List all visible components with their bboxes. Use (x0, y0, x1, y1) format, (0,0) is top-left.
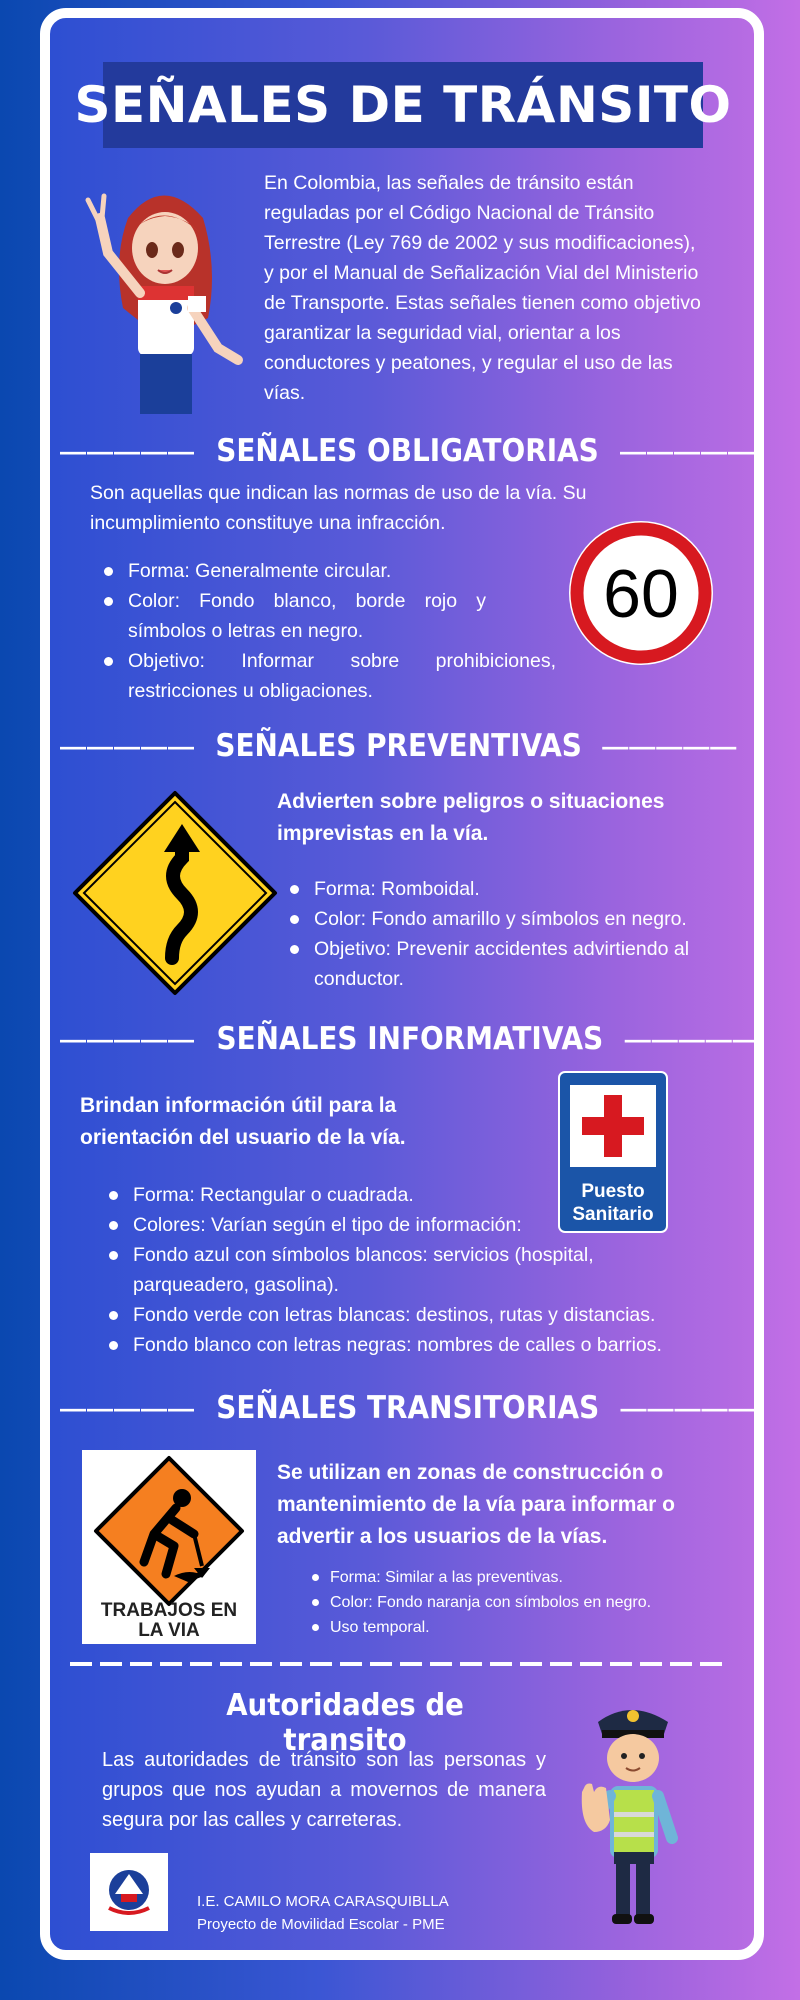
preventivas-description: Advierten sobre peligros o situaciones imprevistas en la vía. (277, 790, 665, 845)
list-item: Uso temporal. (308, 1615, 708, 1640)
transitorias-description: Se utilizan en zonas de construcción o mantenimiento de la vía para informar o advertir a los usuarios de la vías. (277, 1461, 675, 1548)
intro-paragraph: En Colombia, las señales de tránsito están reguladas por el Código Nacional de Tránsito Terrestre (Ley 769 de 2002 y sus modificaciones), y por el Manual de Señalización Vial del Ministerio de Transporte. Estas señales tienen como objetivo garantizar la seguridad vial, orientar a los conductores y peatones, y regular el uso de las vías. (264, 172, 701, 404)
heading-dash-right: ————— (602, 730, 738, 761)
list-item: Fondo verde con letras blancas: destinos, rutas y distancias. (105, 1300, 715, 1330)
title-banner (74, 62, 732, 148)
school-emblem-icon (101, 1864, 157, 1920)
heading-dash-left: ————— (60, 435, 195, 466)
road-work-sign-icon (82, 1450, 256, 1644)
road-work-sign-line1: TRABAJOS EN (100, 1600, 238, 1621)
heading-text: SEÑALES OBLIGATORIAS (216, 433, 599, 469)
first-aid-sign-line1: Puesto (581, 1181, 645, 1202)
speed-limit-sign-icon (567, 519, 715, 667)
section-heading-preventivas (60, 726, 738, 766)
list-item: Color: Fondo blanco, borde rojo y símbolos o letras en negro. (100, 586, 556, 646)
heading-dash-left: ————— (60, 730, 195, 761)
heading-text: SEÑALES INFORMATIVAS (216, 1021, 604, 1057)
heading-dash-left: ————— (60, 1392, 195, 1423)
autoridades-text: Las autoridades de tránsito son las personas y grupos que nos ayudan a movernos de manera segura por las calles y carreteras. (102, 1749, 546, 1831)
footer (197, 1890, 449, 1936)
section-heading-informativas (60, 1019, 760, 1059)
footer-school: I.E. CAMILO MORA CARASQUIBLLA (197, 1893, 449, 1910)
list-item: Forma: Rectangular o cuadrada. (105, 1180, 715, 1210)
heading-text: SEÑALES PREVENTIVAS (215, 728, 582, 764)
transitorias-list (308, 1565, 708, 1640)
traffic-officer-illustration (576, 1692, 686, 1932)
list-item: Objetivo: Prevenir accidentes advirtiendo al conductor. (286, 934, 710, 994)
section-divider (70, 1662, 730, 1666)
obligatorias-list (100, 556, 556, 706)
footer-project: Proyecto de Movilidad Escolar - PME (197, 1916, 445, 1933)
obligatorias-description: Son aquellas que indican las normas de uso de la vía. Su incumplimiento constituye una infracción. (90, 482, 587, 534)
section-heading-obligatorias (60, 431, 756, 471)
road-work-sign-line2: LA VIA (138, 1620, 200, 1641)
preventivas-list (286, 874, 710, 994)
list-item: Forma: Similar a las preventivas. (308, 1565, 708, 1590)
section-heading-transitorias (60, 1388, 756, 1428)
list-item: Forma: Generalmente circular. (100, 556, 556, 586)
winding-road-sign-icon (72, 790, 278, 996)
list-item: Color: Fondo naranja con símbolos en negro. (308, 1590, 708, 1615)
list-item: Color: Fondo amarillo y símbolos en negro. (286, 904, 710, 934)
heading-dash-right: ————— (624, 1023, 760, 1054)
list-item: Colores: Varían según el tipo de información: (105, 1210, 715, 1240)
list-item: Fondo azul con símbolos blancos: servicios (hospital, parqueadero, gasolina). (105, 1240, 715, 1300)
girl-mascot-illustration (68, 178, 258, 418)
heading-text: SEÑALES TRANSITORIAS (216, 1390, 600, 1426)
heading-dash-right: ————— (620, 1392, 756, 1423)
autoridades-heading: Autoridades de transito (226, 1688, 464, 1758)
first-aid-sign-line2: Sanitario (572, 1204, 654, 1225)
informativas-description: Brindan información útil para la orientación del usuario de la vía. (80, 1094, 406, 1149)
heading-dash-right: ————— (620, 435, 756, 466)
page-title: SEÑALES DE TRÁNSITO (74, 76, 732, 134)
list-item: Objetivo: Informar sobre prohibiciones, restricciones u obligaciones. (100, 646, 556, 706)
list-item: Forma: Romboidal. (286, 874, 710, 904)
school-logo (90, 1853, 168, 1931)
heading-dash-left: ————— (60, 1023, 195, 1054)
informativas-list (105, 1180, 715, 1360)
speed-limit-number: 60 (603, 556, 679, 632)
list-item: Fondo blanco con letras negras: nombres de calles o barrios. (105, 1330, 715, 1360)
